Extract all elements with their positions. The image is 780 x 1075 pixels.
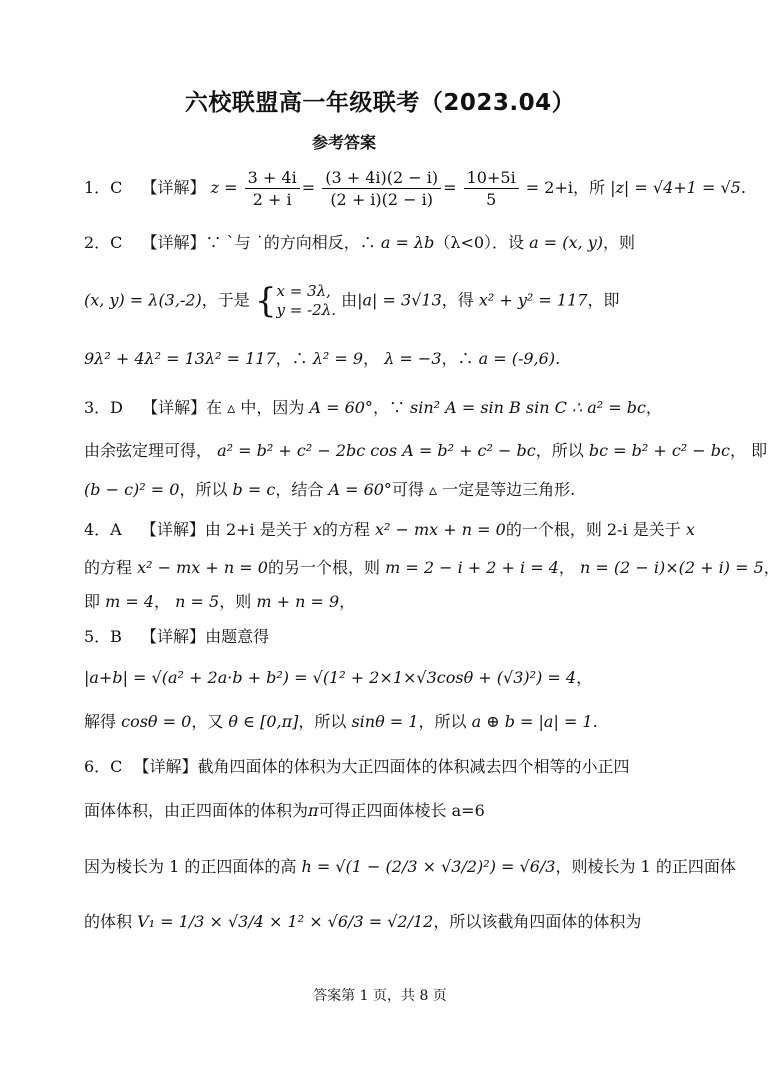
q1-number: 1．C xyxy=(84,178,123,198)
q4-x-2: x xyxy=(685,520,695,539)
q2-equation: 9λ² + 4λ² = 13λ² = 117 xyxy=(84,349,276,368)
q3-angle: A = 60° xyxy=(309,398,373,417)
q3-number: 3．D xyxy=(84,398,124,417)
q2-vector-a: a = (x, y) xyxy=(529,233,603,252)
q6-line-4: 的体积 V₁ = 1/3 × √3/4 × 1² × √6/3 = √2/12，所以该截角四面体的体积为 xyxy=(84,912,642,931)
q4-tag: 【详解】 xyxy=(140,520,205,539)
q6-tag: 【详解】 xyxy=(133,757,198,776)
q5-tag: 【详解】 xyxy=(141,627,206,646)
q5-sin: sinθ = 1 xyxy=(351,712,419,731)
document-subtitle: 参考答案 xyxy=(312,133,377,152)
q2-modulus: |a| = 3√13 xyxy=(357,290,442,310)
q2-lambda-sq: λ² = 9 xyxy=(312,349,364,368)
q2-cases: x = 3λ, y = -2λ. xyxy=(276,282,336,319)
q2-sum: x² + y² = 117 xyxy=(478,290,588,310)
document-title: 六校联盟高一年级联考（2023.04） xyxy=(184,90,576,116)
q1-z: z = xyxy=(210,178,238,198)
q6-line-2: 面体体积，由正四面体的体积为π可得正四面体棱长 a=6 xyxy=(84,801,485,820)
q5-line-1: 5．B 【详解】由题意得 xyxy=(84,627,270,646)
q2-line-3: 9λ² + 4λ² = 13λ² = 117，∴ λ² = 9， λ = −3，∴ a = (-9,6). xyxy=(84,349,561,368)
q4-n: n = 5 xyxy=(175,592,220,611)
q3-square: (b − c)² = 0 xyxy=(84,480,180,499)
q4-sum: m + n = 9 xyxy=(256,592,340,611)
q2-line-2: (x, y) = λ(3,-2)，于是 { x = 3λ, y = -2λ. 由|a| = 3√13，得 x² + y² = 117，即 xyxy=(84,280,620,321)
q3-b-eq-c: b = c xyxy=(232,480,276,499)
q2-lambda: λ = −3 xyxy=(384,349,442,368)
q1-modulus: |z| = √4+1 = √5 xyxy=(610,178,741,198)
q6-line-3: 因为棱长为 1 的正四面体的高 h = √(1 − (2/3 × √3/2)²) = √6/3，则棱长为 1 的正四面体 xyxy=(84,857,736,876)
q1-frac-3: $\frac{10+5i}{5}$ xyxy=(464,168,519,209)
q2-brace: { xyxy=(254,280,277,321)
q6-line-1: 6．C 【详解】截角四面体的体积为大正四面体的体积减去四个相等的小正四 xyxy=(84,757,630,776)
q1-result: = 2+i xyxy=(525,178,573,198)
q4-equation: x² − mx + n = 0 xyxy=(374,520,506,539)
q3-line-2: 由余弦定理可得， a² = b² + c² − 2bc cos A = b² + c² − bc，所以 bc = b² + c² − bc， 即 xyxy=(84,441,768,460)
q1-frac-1: $\frac{3 + 4i}{2 + i}$ xyxy=(245,168,300,209)
q3-angle-2: A = 60° xyxy=(328,480,392,499)
q3-tag: 【详解】 xyxy=(142,398,207,417)
q4-line-3: 即 m = 4， n = 5，则 m + n = 9， xyxy=(84,592,356,611)
page-footer: 答案第 1 页，共 8 页 xyxy=(313,988,447,1004)
q6-number: 6．C xyxy=(84,757,123,776)
q4-m-value: m = 2 − i + 2 + i = 4 xyxy=(385,558,559,577)
q3-bc: bc = b² + c² − bc xyxy=(588,441,730,460)
q6-height: h = √(1 − (2/3 × √3/2)²) = √6/3 xyxy=(301,857,556,876)
q5-result: a ⊕ b = |a| = 1. xyxy=(471,712,598,731)
q1-line-1: 1．C 【详解】 z = $\frac{3 + 4i}{2 + i}$ = $\frac{(3 + 4i)(2 - i)}{(2 + i)(2 - i)}$ = $\frac{10+5i}{5}$ = 2+i，所 |z| = √4+1 = √5. xyxy=(84,168,746,210)
q5-cos: cosθ = 0 xyxy=(121,712,192,731)
q3-cosine-law: a² = b² + c² − 2bc cos A = b² + c² − bc xyxy=(217,441,536,460)
q4-n-value: n = (2 − i)×(2 + i) = 5 xyxy=(580,558,764,577)
q3-line-3: (b − c)² = 0，所以 b = c，结合 A = 60°可得 ▵ 一定是等边三角形. xyxy=(84,480,576,499)
q4-line-2: 的方程 x² − mx + n = 0的另一个根，则 m = 2 − i + 2 + i = 4， n = (2 − i)×(2 + i) = 5， xyxy=(84,558,780,577)
q4-m: m = 4 xyxy=(105,592,155,611)
q4-equation-2: x² − mx + n = 0 xyxy=(137,558,268,577)
q2-collinear: a = λb xyxy=(380,233,435,252)
q4-number: 4．A xyxy=(84,520,122,539)
q3-sine-relation: sin² A = sin B sin C ∴ a² = bc xyxy=(410,398,646,417)
q2-tag: 【详解】 xyxy=(141,233,206,252)
q5-number: 5．B xyxy=(84,627,122,646)
q4-line-1: 4．A 【详解】由 2+i 是关于 x的方程 x² − mx + n = 0的一个根，则 2-i 是关于 x xyxy=(84,520,695,539)
q4-x: x xyxy=(312,520,322,539)
q1-tag: 【详解】 xyxy=(141,178,206,198)
q5-line-2: |a+b| = √(a² + 2a·b + b²) = √(1² + 2×1×√3cosθ + (√3)²) = 4， xyxy=(84,668,593,687)
q6-pi: π xyxy=(308,801,319,820)
q3-line-1: 3．D 【详解】在 ▵ 中，因为 A = 60°，∵ sin² A = sin B sin C ∴ a² = bc， xyxy=(84,398,662,417)
q2-number: 2．C xyxy=(84,233,123,252)
q5-theta: θ ∈ [0,π] xyxy=(228,712,299,731)
q5-magnitude: |a+b| = √(a² + 2a·b + b²) = √(1² + 2×1×√3cosθ + (√3)²) = 4 xyxy=(84,668,577,687)
q2-lambda-eq: (x, y) = λ(3,-2) xyxy=(84,290,202,310)
q2-result: a = (-9,6). xyxy=(478,349,561,368)
q5-line-3: 解得 cosθ = 0，又 θ ∈ [0,π]，所以 sinθ = 1，所以 a ⊕ b = |a| = 1. xyxy=(84,712,598,731)
q6-volume: V₁ = 1/3 × √3/4 × 1² × √6/3 = √2/12 xyxy=(137,912,434,931)
q1-frac-2: $\frac{(3 + 4i)(2 - i)}{(2 + i)(2 - i)}$ xyxy=(322,168,441,209)
q2-line-1: 2．C 【详解】∵ ˋ与 ˙的方向相反，∴ a = λb（λ<0）．设 a = (x, y)，则 xyxy=(84,233,636,252)
